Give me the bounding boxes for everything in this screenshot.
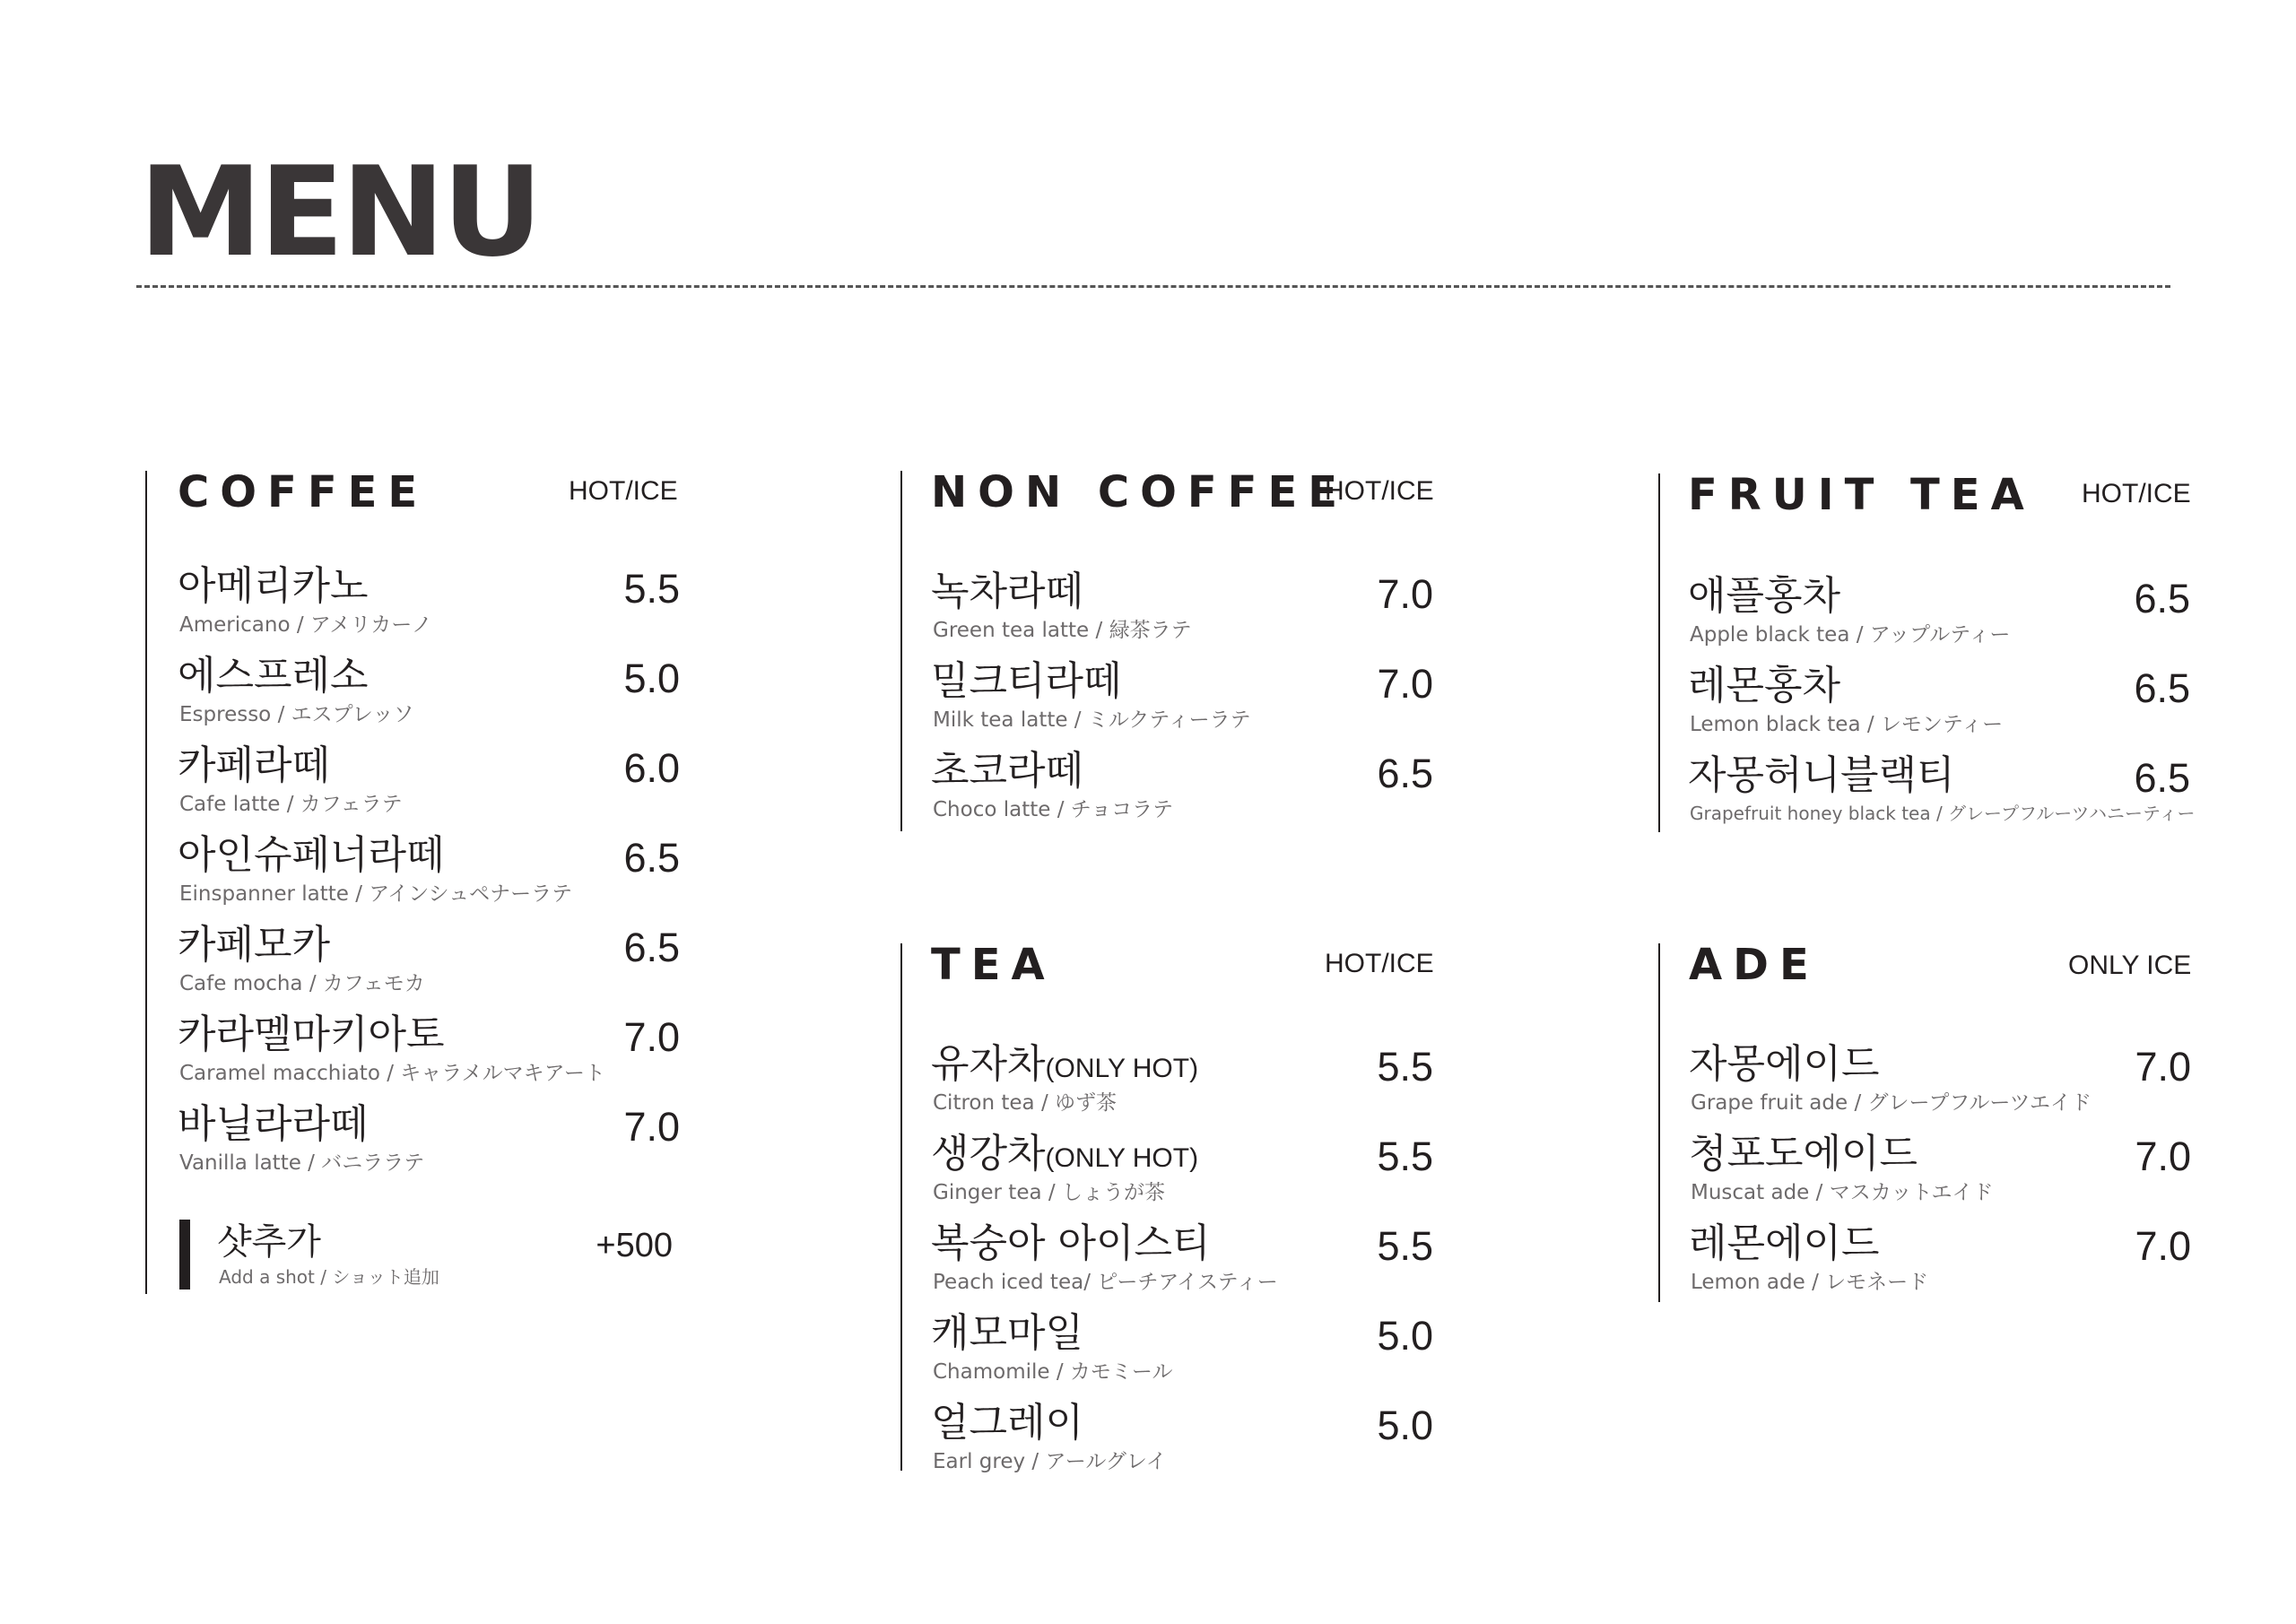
item-price: 7.0 xyxy=(623,1104,680,1150)
section-bar xyxy=(145,471,147,1294)
item-price: 6.5 xyxy=(2134,755,2190,801)
section-bar xyxy=(1658,943,1660,1302)
item-name: 카페라떼 xyxy=(178,743,331,788)
item-price: 5.5 xyxy=(1377,1223,1433,1269)
item-name: 카라멜마키아토 xyxy=(178,1012,445,1057)
item-name: 아인슈페너라떼 xyxy=(178,832,445,878)
item-subtitle: Chamomile / カモミール xyxy=(933,1360,1173,1384)
item-price: 5.5 xyxy=(1377,1044,1433,1090)
section-note: HOT/ICE xyxy=(1325,476,1434,506)
section-tea xyxy=(900,940,1474,1473)
item-name: 자몽에이드 xyxy=(1689,1041,1880,1087)
section-note: HOT/ICE xyxy=(1325,949,1434,978)
item-price: 6.5 xyxy=(1377,751,1433,796)
item-name-text: 유자차 xyxy=(931,1041,1046,1087)
item-name: 밀크티라떼 xyxy=(931,658,1122,704)
item-name: 레몬에이드 xyxy=(1689,1220,1880,1266)
item-name: 얼그레이 xyxy=(931,1400,1084,1446)
item-name xyxy=(931,1131,1199,1177)
item-subtitle: Citron tea / ゆず茶 xyxy=(933,1091,1118,1115)
item-subtitle: Espresso / エスプレッソ xyxy=(179,703,414,726)
item-subtitle: Cafe latte / カフェラテ xyxy=(179,793,403,816)
item-name: 복숭아 아이스티 xyxy=(931,1220,1211,1266)
item-name: 청포도에이드 xyxy=(1689,1131,1918,1177)
section-note: HOT/ICE xyxy=(2082,479,2191,508)
item-price: 7.0 xyxy=(2135,1223,2191,1269)
item-price: 7.0 xyxy=(1377,661,1433,707)
item-subtitle: Choco latte / チョコラテ xyxy=(933,798,1174,821)
item-price: 6.0 xyxy=(623,745,680,791)
section-heading: TEA xyxy=(931,940,1056,990)
extra-marker xyxy=(179,1220,190,1290)
item-subtitle: Lemon ade / レモネード xyxy=(1691,1271,1929,1294)
page-title: MENU xyxy=(139,140,541,284)
item-subtitle: Americano / アメリカーノ xyxy=(179,613,432,637)
section-note: ONLY ICE xyxy=(2068,951,2192,980)
item-subtitle: Cafe mocha / カフェモカ xyxy=(179,972,425,995)
item-name: 아메리카노 xyxy=(178,563,369,609)
item-name: 초코라떼 xyxy=(931,748,1084,794)
item-name: 녹차라떼 xyxy=(931,569,1084,614)
section-heading: ADE xyxy=(1689,940,1820,990)
item-subtitle: Milk tea latte / ミルクティーラテ xyxy=(933,708,1251,732)
item-subtitle: Lemon black tea / レモンティー xyxy=(1690,713,2004,736)
item-subtitle: Ginger tea / しょうが茶 xyxy=(933,1181,1165,1204)
section-ade xyxy=(1658,940,2196,1302)
item-name xyxy=(931,1041,1199,1087)
item-subtitle: Green tea latte / 緑茶ラテ xyxy=(933,619,1192,642)
item-subtitle: Apple black tea / アップルティー xyxy=(1690,623,2011,647)
item-price: 5.5 xyxy=(623,566,680,612)
item-price: 5.0 xyxy=(1377,1313,1433,1359)
item-name: 자몽허니블랙티 xyxy=(1688,752,1955,798)
item-subtitle: Caramel macchiato / キャラメルマキアート xyxy=(179,1062,605,1085)
section-heading: FRUIT TEA xyxy=(1688,470,2035,520)
section-heading: NON COFFEE xyxy=(931,467,1349,517)
section-note: HOT/ICE xyxy=(569,476,678,506)
title-divider xyxy=(136,285,2170,288)
section-coffee xyxy=(145,467,719,1294)
section-bar xyxy=(900,471,902,831)
item-price: 6.5 xyxy=(623,835,680,881)
item-subtitle: Muscat ade / マスカットエイド xyxy=(1691,1181,1994,1204)
item-price: 7.0 xyxy=(1377,571,1433,617)
item-name: 에스프레소 xyxy=(178,653,369,699)
section-fruit-tea xyxy=(1658,470,2196,832)
section-heading: COFFEE xyxy=(178,467,429,517)
item-subtitle: Vanilla latte / バニララテ xyxy=(179,1151,425,1175)
section-non-coffee xyxy=(900,467,1474,831)
item-name-note: (ONLY HOT) xyxy=(1045,1143,1199,1173)
extra-item-name: 샷추가 xyxy=(217,1221,321,1263)
item-subtitle: Peach iced tea/ ピーチアイスティー xyxy=(933,1271,1278,1294)
item-name: 바닐라라떼 xyxy=(178,1101,369,1147)
item-subtitle: Earl grey / アールグレイ xyxy=(933,1450,1167,1473)
item-subtitle: Grapefruit honey black tea / グレープフルーツハニーティー xyxy=(1690,803,2196,824)
section-bar xyxy=(900,943,902,1471)
extra-item-price: +500 xyxy=(596,1227,673,1264)
extra-item-subtitle: Add a shot / ショット追加 xyxy=(219,1266,439,1288)
item-price: 6.5 xyxy=(2134,576,2190,621)
item-price: 6.5 xyxy=(623,925,680,970)
item-price: 6.5 xyxy=(2134,665,2190,711)
item-name: 카페모카 xyxy=(178,922,331,968)
item-subtitle: Einspanner latte / アインシュペナーラテ xyxy=(179,882,573,906)
item-price: 7.0 xyxy=(623,1014,680,1060)
section-bar xyxy=(1658,473,1660,832)
item-price: 5.0 xyxy=(1377,1403,1433,1448)
item-price: 7.0 xyxy=(2135,1133,2191,1179)
item-name-text: 생강차 xyxy=(931,1131,1046,1177)
item-name: 캐모마일 xyxy=(931,1310,1084,1356)
item-subtitle: Grape fruit ade / グレープフルーツエイド xyxy=(1691,1091,2092,1115)
item-price: 7.0 xyxy=(2135,1044,2191,1090)
item-name-note: (ONLY HOT) xyxy=(1045,1054,1199,1083)
item-price: 5.5 xyxy=(1377,1133,1433,1179)
item-name: 레몬홍차 xyxy=(1688,663,1841,708)
item-price: 5.0 xyxy=(623,656,680,701)
item-name: 애플홍차 xyxy=(1688,573,1841,619)
